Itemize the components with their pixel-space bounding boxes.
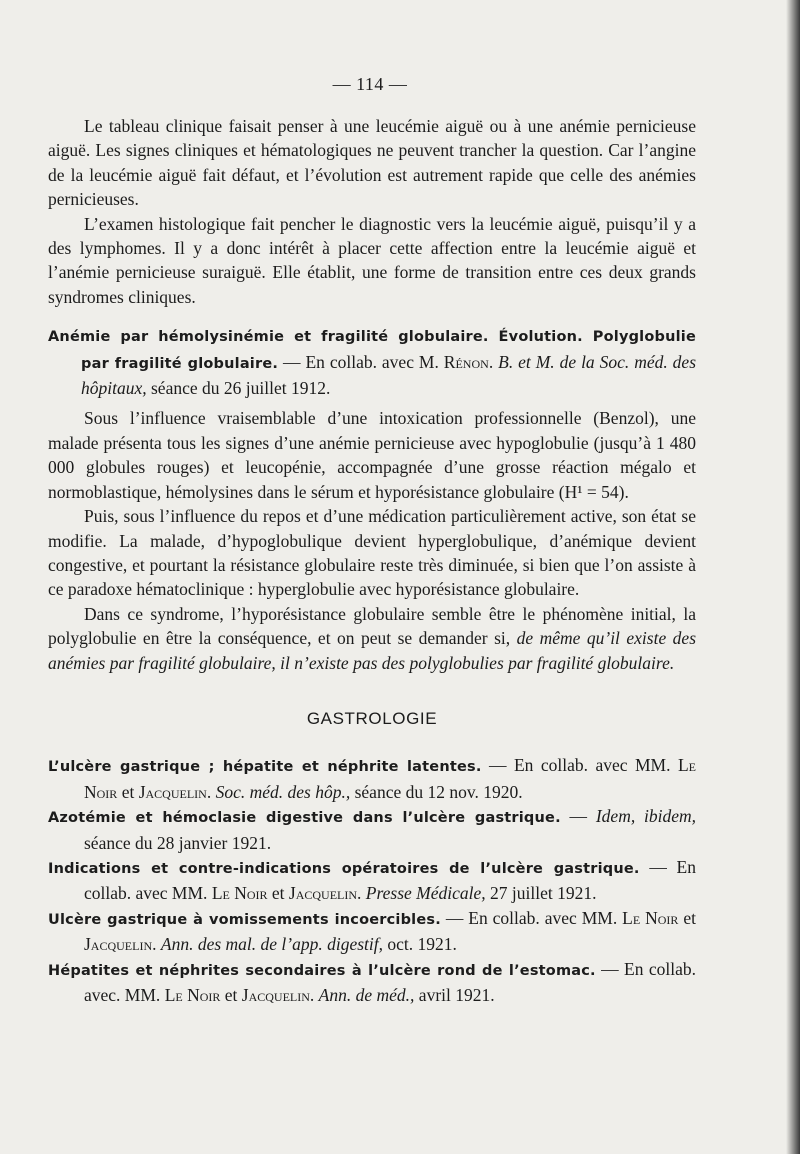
reference-title: L’ulcère gastrique ; hépatite et néphrite latentes. [48,759,482,776]
journal-name: Ann. de méd., [318,985,415,1005]
reference-text: . [309,985,319,1005]
paragraph-text: Dans ce syndrome, l’hyporésistance globulaire semble être le phénomène initial, la polyglobulie en être la conséquence, et on peut se demander si, [48,603,696,649]
reference-text: et [220,985,242,1005]
reference-text: et [117,781,139,802]
author-name: Rénon [443,351,489,372]
author-name: Jacquelin [288,883,358,904]
reference-text: — [560,806,596,827]
reference-entry [48,804,696,855]
reference-text: et [678,907,696,928]
reference-entry [48,753,696,804]
reference-text: — En collab. avec M. [278,351,444,372]
page-content [48,114,696,1007]
author-name: Le Noir [211,883,268,904]
reference-date: avril 1921. [414,985,495,1005]
reference-date: séance du 28 janvier 1921. [84,832,272,853]
page-number: — 114 — [332,74,408,94]
paragraph: Puis, sous l’influence du repos et d’une médication particulièrement active, son état se modifie. La malade, d’hypoglobulique devient hyperglobulique, d’anémique devient congestive, et pourtant la résistance globulaire reste très diminuée, si bien que l’on assiste à ce paradoxe hématoclinique : hyperglobulie avec hyporésistance globulaire. [48,506,696,600]
paragraph [48,602,696,675]
author-name: Jacquelin [84,934,153,955]
reference-text: — En collab. avec MM. [84,856,696,904]
reference-entry [48,957,696,1008]
reference-text: — En collab. avec. MM. [84,958,696,1005]
reference-list [48,753,696,1007]
reference-title: Azotémie et hémoclasie digestive dans l’ulcère gastrique. [48,810,561,827]
reference-text: . [152,934,161,955]
paragraph: Sous l’influence vraisemblable d’une intoxication professionnelle (Benzol), une malade présenta tous les signes d’une anémie pernicieuse avec hypoglobulie (jusqu’à 1 480 000 globules rouges) et leucopénie, accompagnée d’une grosse réaction mégalo et normoblastique, hémolysines dans le sérum et hyporésistance globulaire (H¹ = 54). [48,408,696,502]
reference-title: Indications et contre-indications opératoires de l’ulcère gastrique. [48,860,640,877]
paragraph: L’examen histologique fait pencher le diagnostic vers la leucémie aiguë, puisqu’il y a des lymphomes. Il y a donc intérêt à placer cette affection entre la leucémie aiguë et l’anémie pernicieuse suraiguë. Elle établit, une forme de transition entre ces deux grands syndromes cliniques. [48,213,696,307]
reference-entry-anemie [48,323,696,400]
reference-text: . [357,883,366,904]
journal-name: Soc. méd. des hôp., [215,781,351,802]
journal-name: B. et M. de la Soc. méd. des hôpitaux, [81,351,697,399]
journal-name: Presse Médicale, [365,883,486,904]
author-name: Jacquelin [138,781,207,802]
section-heading: GASTROLOGIE [306,708,438,728]
reference-text: . [206,781,216,802]
reference-entry [48,855,696,906]
reference-text: . [488,351,499,372]
author-name: Le Noir [164,985,221,1005]
reference-title: Anémie par hémolysinémie et fragilité globulaire. Évolution. Polyglobulie par fragilité globulaire. [48,329,696,372]
reference-entry [48,906,696,957]
reference-date: 27 juillet 1921. [485,883,597,904]
reference-text: et [267,883,289,904]
paragraph: Le tableau clinique faisait penser à une leucémie aiguë ou à une anémie pernicieuse aiguë. Les signes cliniques et hématologiques ne peuvent trancher la question. Car l’angine de la leucémie aiguë fait défaut, et l’évolution est autrement rapide que celle des anémies pernicieuses. [48,116,696,210]
reference-date: oct. 1921. [383,934,457,955]
reference-text: — En collab. avec MM. [481,755,678,776]
author-name: Le Noir [622,907,679,928]
reference-text: — En collab. avec MM. [440,907,623,928]
reference-title: Ulcère gastrique à vomissements incoercibles. [48,911,441,928]
author-name: Le Noir [84,755,696,802]
reference-date: séance du 26 juillet 1912. [146,378,331,399]
page-edge-shadow [786,0,800,1154]
reference-title: Hépatites et néphrites secondaires à l’ulcère rond de l’estomac. [48,962,596,979]
reference-date: séance du 12 nov. 1920. [350,781,523,802]
paragraph-italic-text: de même qu’il existe des anémies par fragilité globulaire, il n’existe pas des polyglobulies par fragilité globulaire. [48,628,697,673]
journal-name: Ann. des mal. de l’app. digestif, [160,934,384,955]
journal-name: Idem, ibidem, [595,806,696,827]
author-name: Jacquelin [241,985,310,1005]
